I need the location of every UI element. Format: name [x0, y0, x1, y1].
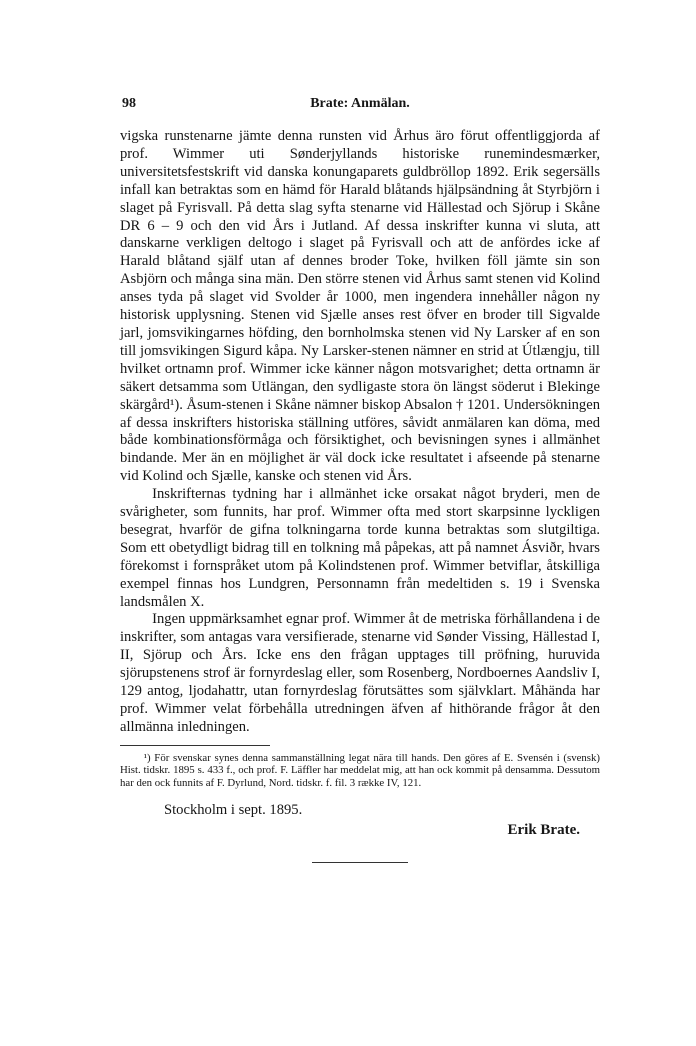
dateline: Stockholm i sept. 1895. — [164, 801, 303, 818]
paragraph-3: Ingen uppmärksamhet egnar prof. Wimmer åt de metriska förhållandena i de inskrifter, som antagas vara versifierade, stenarne vid Sønder Vissing, Hällestad I, II, Sjörup och Års. Icke ens den frågan upptages till pröfning, huruvida sjörupstenens strof är fornyrdeslag eller, som Rosenberg, Nordboernes Aandsliv I, 129 antog, ljodahattr, utan fornyrdeslag förutsättes som självklart. Måhända har prof. Wimmer velat förbehålla utredningen äfven af hithörande frågor åt den allmänna inledningen. — [120, 611, 600, 735]
paragraph-2: Inskrifternas tydning har i allmänhet icke orsakat något bryderi, men de svårigheter, som funnits, har prof. Wimmer ofta med stort skarpsinne lyckligen besegrat, hvarför de gifna tolkningarna torde kunna betraktas som slutgiltiga. Som ett obetydligt bidrag till en tolkning må påpekas, att på namnet Ásviðr, hvars förekomst i fornspråket utom på Kolindstenen prof. Wimmer betviflar, åtskilliga exempel finnas hos Lundgren, Personnamn från medeltiden s. 19 i Svenska landsmålen X. — [120, 486, 600, 610]
footnote: ¹) För svenskar synes denna sammanställning legat nära till hands. Den göres af E. Svensén i (svensk) Hist. tidskr. 1895 s. 433 f., och prof. F. Läffler har meddelat mig, att han ock kommit på densamma. Dessutom har den ock funnits af F. Dyrlund, Nord. tidskr. f. fil. 3 række IV, 121. — [120, 751, 600, 789]
end-divider — [312, 862, 408, 863]
page-number: 98 — [122, 96, 136, 111]
footnote-divider — [120, 745, 270, 746]
author-signature: Erik Brate. — [507, 821, 580, 838]
page — [120, 96, 600, 861]
page-header — [120, 96, 600, 114]
running-head: Brate: Anmälan. — [310, 96, 410, 111]
paragraph-1: vigska runstenarne jämte denna runsten vid Århus äro förut offentliggjorda af prof. Wimmer uti Sønderjyllands historiske runemindesmærker, universitetsfestskrift vid danska konungaparets guldbröllop 1892. Erik segersälls infall kan betraktas som en hämd för Harald blåtands hjälpsändning åt Styrbjörn i slaget på Fyrisvall. På detta slag syfta stenarne vid Hällestad och Sjörup i Skåne DR 6 – 9 och den vid Års i Jutland. Af dessa inskrifter kunna vi sluta, att danskarne verkligen deltogo i slaget på Fyrisvall och att de anfördes icke af Harald blåtand själf utan af dennes broder Toke, hvilken föll jämte sin son Asbjörn och många sina män. Den större stenen vid Århus samt stenen vid Kolind anses tyda på slaget vid Svolder år 1000, men ingendera innehåller någon ny historisk upplysning. Stenen vid Sjælle anses rest öfver en broder till Sigvalde jarl, jomsvikingarnes höfding, den bornholmska stenen vid Ny Larsker af en son till jomsvikingen Sigurd kåpa. Ny Larsker-stenen nämner en strid at Útlængju, till hvilket ortnamn prof. Wimmer icke känner någon motsvarighet; detta ortnamn är säkert detsamma som Utlängan, den sydligaste stora ön längst söderut i Blekinge skärgård¹). Åsum-stenen i Skåne nämner biskop Absalon † 1201. Undersökningen af dessa inskrifters historiska ställning utföres, såvidt anmälaren kan döma, med både kombinationsförmåga och försiktighet, och bevisningen synes i allmänhet bindande. Mer än en möjlighet är väl dock icke resultatet i afseende på stenarne vid Kolind och Sjælle, kanske och stenen vid Års. — [120, 128, 600, 485]
article-body — [120, 128, 600, 737]
signoff — [120, 802, 600, 860]
